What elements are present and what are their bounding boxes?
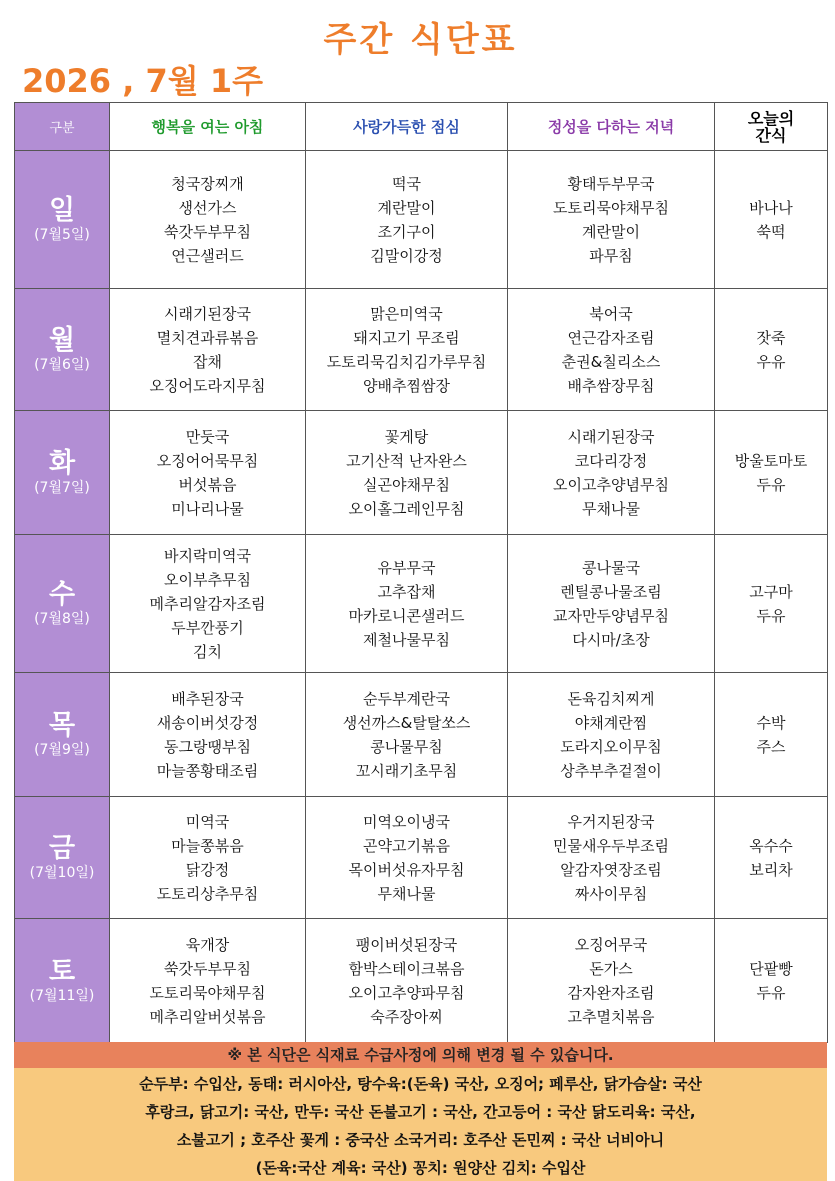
snack-dish: 두유 — [756, 606, 786, 625]
lunch-dish: 맑은미역국 — [370, 304, 443, 323]
day-cell — [15, 919, 110, 1043]
menu-body — [15, 151, 828, 1043]
header-row — [15, 103, 828, 151]
snack-cell — [715, 151, 828, 289]
day-date: (7월6일) — [34, 356, 90, 373]
lunch-dish: 미역오이냉국 — [363, 812, 450, 831]
lunch-cell — [306, 289, 508, 411]
day-date: (7월8일) — [34, 610, 90, 627]
morning-dish: 두부깐풍기 — [171, 618, 244, 637]
snack-dish: 단팥빵 — [749, 959, 793, 978]
dinner-cell — [508, 411, 715, 535]
dinner-dish: 다시마/초장 — [572, 630, 650, 649]
morning-dish: 오징어어묵무침 — [156, 451, 259, 470]
snack-dish: 바나나 — [749, 198, 793, 217]
morning-cell — [110, 797, 306, 919]
day-row — [15, 411, 828, 535]
morning-dish: 연근샐러드 — [171, 246, 244, 265]
dinner-dish: 황태두부무국 — [567, 174, 655, 193]
notice-banner: ※ 본 식단은 식재료 수급사정에 의해 변경 될 수 있습니다. — [14, 1042, 827, 1068]
snack-dish: 옥수수 — [749, 836, 793, 855]
week-label: 2026 , 7월 1주 — [22, 62, 263, 100]
header-lunch: 사랑가득한 점심 — [306, 103, 508, 151]
dinner-dish: 우거지된장국 — [567, 812, 655, 831]
dinner-cell — [508, 673, 715, 797]
weekly-menu-table — [14, 102, 828, 1043]
day-cell — [15, 289, 110, 411]
header-dinner: 정성을 다하는 저녁 — [508, 103, 715, 151]
lunch-cell — [306, 535, 508, 673]
snack-dish: 우유 — [756, 352, 786, 371]
morning-dish: 새송이버섯강정 — [156, 713, 259, 732]
snack-cell — [715, 673, 828, 797]
dinner-cell — [508, 535, 715, 673]
lunch-dish: 실곤야채무침 — [363, 475, 450, 494]
snack-cell — [715, 797, 828, 919]
dinner-cell — [508, 151, 715, 289]
morning-dish: 도토리묵야채무침 — [149, 983, 266, 1002]
dinner-dish: 렌틸콩나물조림 — [560, 582, 662, 601]
snack-dish: 수박 — [756, 713, 786, 732]
morning-dish: 만둣국 — [185, 427, 230, 446]
origin-line: (돈육:국산 계육: 국산) 꽁치: 원양산 김치: 수입산 — [255, 1159, 586, 1177]
day-name: 수 — [48, 578, 76, 610]
dinner-dish: 짜사이무침 — [574, 884, 648, 903]
dinner-dish: 도토리묵야채무침 — [553, 198, 669, 217]
dinner-dish: 야채계란찜 — [574, 713, 648, 732]
dinner-dish: 돈육김치찌게 — [567, 689, 655, 708]
morning-dish: 도토리상추무침 — [156, 884, 259, 903]
morning-dish: 시래기된장국 — [164, 304, 251, 323]
morning-dish: 오이부추무침 — [164, 570, 251, 589]
day-name: 화 — [48, 447, 76, 479]
lunch-dish: 제철나물무침 — [363, 630, 450, 649]
origin-info — [14, 1068, 827, 1181]
morning-dish: 메추리알감자조림 — [149, 594, 266, 613]
morning-dish: 청국장찌개 — [171, 174, 244, 193]
lunch-dish: 돼지고기 무조림 — [353, 328, 460, 347]
lunch-dish: 양배추찜쌈장 — [363, 376, 450, 395]
snack-dish: 주스 — [756, 737, 786, 756]
day-row — [15, 673, 828, 797]
day-name: 금 — [48, 832, 76, 864]
dinner-dish: 배추쌈장무침 — [567, 376, 655, 395]
header-snack-line1: 오늘의 — [747, 108, 795, 128]
snack-dish: 두유 — [756, 983, 786, 1002]
snack-dish: 잣죽 — [756, 328, 786, 347]
day-date: (7월7일) — [34, 479, 90, 496]
lunch-dish: 유부무국 — [377, 558, 436, 577]
dinner-dish: 시래기된장국 — [567, 427, 655, 446]
lunch-dish: 순두부계란국 — [363, 689, 450, 708]
origin-line: 후랑크, 닭고기: 국산, 만두: 국산 돈불고기 : 국산, 간고등어 : 국산 닭도리육: 국산, — [145, 1103, 696, 1121]
lunch-cell — [306, 151, 508, 289]
morning-dish: 쑥갓두부무침 — [164, 959, 251, 978]
morning-cell — [110, 535, 306, 673]
morning-dish: 배추된장국 — [171, 689, 244, 708]
dinner-dish: 민물새우두부조림 — [553, 836, 669, 855]
lunch-dish: 오이홀그레인무침 — [348, 499, 465, 518]
morning-dish: 버섯볶음 — [178, 475, 237, 494]
lunch-dish: 고기산적 난자완스 — [346, 451, 467, 470]
lunch-dish: 고추잡채 — [377, 582, 436, 601]
snack-cell — [715, 289, 828, 411]
day-row — [15, 919, 828, 1043]
snack-dish: 방울토마토 — [734, 451, 808, 470]
day-cell — [15, 151, 110, 289]
day-cell — [15, 797, 110, 919]
morning-dish: 쑥갓두부무침 — [164, 222, 251, 241]
day-name: 일 — [48, 194, 76, 226]
day-date: (7월11일) — [29, 987, 95, 1004]
day-name: 목 — [48, 709, 76, 741]
origin-line: 소불고기 ; 호주산 꽃게 : 중국산 소국거리: 호주산 돈민찌 : 국산 너비아니 — [176, 1131, 665, 1149]
day-name: 월 — [48, 324, 76, 356]
dinner-dish: 계란말이 — [582, 222, 640, 241]
lunch-cell — [306, 797, 508, 919]
snack-dish: 쑥떡 — [756, 222, 786, 241]
dinner-dish: 파무침 — [589, 246, 633, 265]
dinner-dish: 오징어무국 — [574, 935, 648, 954]
morning-cell — [110, 919, 306, 1043]
morning-dish: 마늘쫑황태조림 — [156, 761, 259, 780]
day-row — [15, 797, 828, 919]
dinner-dish: 감자완자조림 — [567, 983, 655, 1002]
lunch-dish: 계란말이 — [377, 198, 436, 217]
day-cell — [15, 535, 110, 673]
dinner-cell — [508, 289, 715, 411]
snack-cell — [715, 411, 828, 535]
morning-dish: 메추리알버섯볶음 — [149, 1007, 266, 1026]
dinner-dish: 고추멸치볶음 — [567, 1007, 655, 1026]
morning-cell — [110, 411, 306, 535]
morning-dish: 닭강정 — [185, 860, 230, 879]
lunch-dish: 마카로니콘샐러드 — [348, 606, 465, 625]
dinner-dish: 오이고추양념무침 — [553, 475, 669, 494]
day-row — [15, 289, 828, 411]
snack-dish: 보리차 — [749, 860, 793, 879]
lunch-dish: 도토리묵김치김가루무침 — [326, 352, 487, 371]
lunch-cell — [306, 919, 508, 1043]
morning-dish: 잡채 — [193, 352, 222, 371]
day-cell — [15, 673, 110, 797]
snack-dish: 두유 — [756, 475, 786, 494]
lunch-dish: 꽃게탕 — [384, 427, 429, 446]
morning-dish: 동그랑땡부침 — [164, 737, 251, 756]
morning-dish: 김치 — [193, 642, 222, 661]
morning-dish: 마늘쫑볶음 — [171, 836, 244, 855]
morning-dish: 미역국 — [185, 812, 230, 831]
lunch-dish: 꼬시래기초무침 — [355, 761, 458, 780]
morning-dish: 오징어도라지무침 — [149, 376, 266, 395]
dinner-dish: 알감자엿장조림 — [560, 860, 662, 879]
dinner-dish: 코다리강정 — [574, 451, 648, 470]
lunch-dish: 오이고추양파무침 — [348, 983, 465, 1002]
lunch-cell — [306, 673, 508, 797]
day-row — [15, 151, 828, 289]
dinner-dish: 콩나물국 — [582, 558, 640, 577]
lunch-dish: 무채나물 — [377, 884, 436, 903]
dinner-cell — [508, 797, 715, 919]
morning-dish: 미나리나물 — [171, 499, 244, 518]
header-snack — [715, 103, 828, 151]
lunch-dish: 함박스테이크볶음 — [348, 959, 465, 978]
lunch-dish: 목이버섯유자무침 — [348, 860, 465, 879]
dinner-dish: 상추부추겉절이 — [560, 761, 662, 780]
day-name: 토 — [48, 955, 76, 987]
lunch-dish: 곤약고기볶음 — [363, 836, 450, 855]
header-snack-line2: 간식 — [755, 125, 787, 145]
dinner-dish: 도라지오이무침 — [560, 737, 662, 756]
lunch-dish: 생선까스&탈탈쏘스 — [342, 713, 471, 732]
dinner-dish: 연근감자조림 — [567, 328, 655, 347]
lunch-dish: 김말이강정 — [370, 246, 443, 265]
day-date: (7월5일) — [34, 226, 90, 243]
morning-dish: 육개장 — [185, 935, 230, 954]
dinner-dish: 무채나물 — [582, 499, 640, 518]
morning-dish: 바지락미역국 — [164, 546, 251, 565]
dinner-dish: 돈가스 — [589, 959, 633, 978]
morning-cell — [110, 151, 306, 289]
lunch-dish: 숙주장아찌 — [370, 1007, 443, 1026]
origin-line: 순두부: 수입산, 동태: 러시아산, 탕수육:(돈육) 국산, 오징어; 페루산, 닭가슴살: 국산 — [139, 1075, 702, 1093]
header-gubun: 구분 — [15, 103, 110, 151]
snack-cell — [715, 919, 828, 1043]
page-title: 주간 식단표 — [323, 20, 518, 60]
lunch-dish: 팽이버섯된장국 — [355, 935, 458, 954]
menu-page — [14, 0, 827, 1181]
dinner-dish: 춘권&칠리소스 — [561, 352, 661, 371]
dinner-dish: 북어국 — [589, 304, 633, 323]
header-morning: 행복을 여는 아침 — [110, 103, 306, 151]
lunch-cell — [306, 411, 508, 535]
morning-cell — [110, 289, 306, 411]
day-date: (7월9일) — [34, 741, 90, 758]
dinner-dish: 교자만두양념무침 — [553, 606, 669, 625]
snack-dish: 고구마 — [749, 582, 793, 601]
lunch-dish: 콩나물무침 — [370, 737, 443, 756]
dinner-cell — [508, 919, 715, 1043]
day-cell — [15, 411, 110, 535]
morning-dish: 멸치견과류볶음 — [156, 328, 259, 347]
lunch-dish: 떡국 — [392, 174, 421, 193]
morning-dish: 생선가스 — [178, 198, 237, 217]
snack-cell — [715, 535, 828, 673]
day-date: (7월10일) — [29, 864, 95, 881]
lunch-dish: 조기구이 — [377, 222, 436, 241]
morning-cell — [110, 673, 306, 797]
day-row — [15, 535, 828, 673]
